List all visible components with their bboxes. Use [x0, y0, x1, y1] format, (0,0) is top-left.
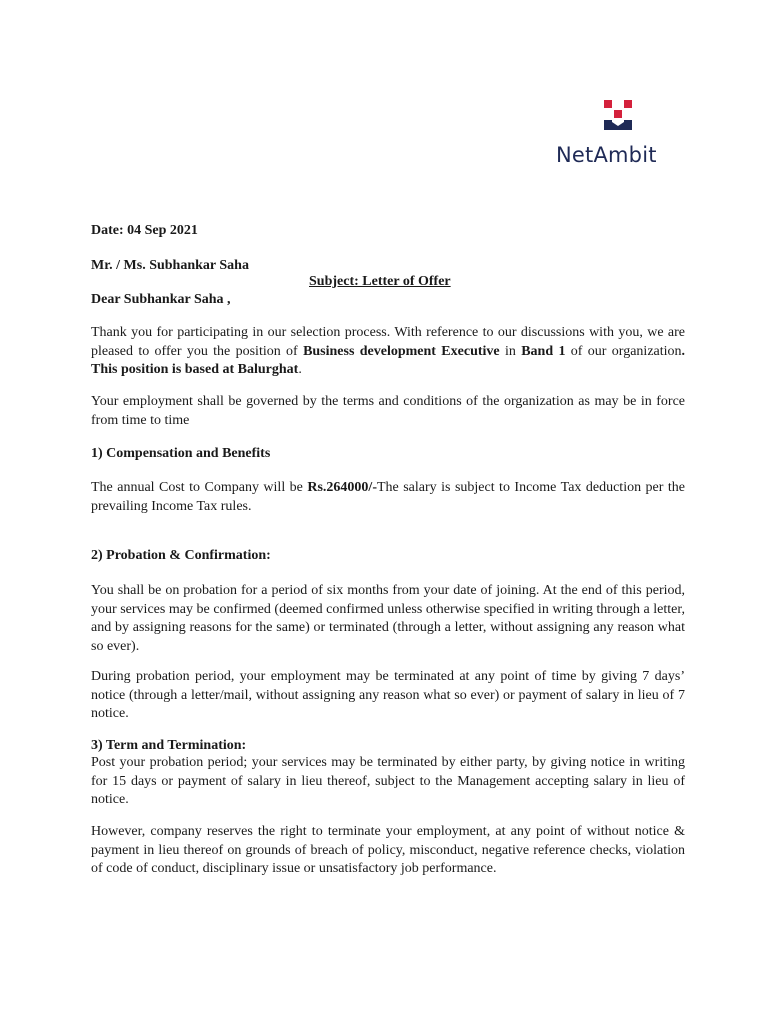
compensation-paragraph: The annual Cost to Company will be Rs.264000/-The salary is subject to Income Tax deduction per the prevailing Income Tax rules.: [91, 480, 685, 514]
salutation: Dear Subhankar Saha ,: [91, 292, 231, 307]
company-name: NetAmbit: [556, 143, 657, 167]
section-heading-termination: 3) Term and Termination:: [91, 738, 247, 753]
intro-paragraph: Thank you for participating in our selection process. With reference to our discussions with you, we are pleased to offer you the position of Business development Executive in Band 1 of our organization. This position is based at Balurghat.: [91, 325, 686, 377]
netambit-cross-logo-icon: [604, 100, 632, 130]
ctc-amount: Rs.264000/-: [307, 480, 377, 495]
employment-terms-paragraph: Your employment shall be governed by the terms and conditions of the organization as may be in force from time to time: [91, 394, 685, 428]
addressee: Mr. / Ms. Subhankar Saha: [91, 258, 249, 273]
location-note: . This position is based at Balurghat: [91, 343, 686, 377]
section-heading-probation: 2) Probation & Confirmation:: [91, 548, 271, 563]
probation-paragraph-2: During probation period, your employment may be terminated at any point of time by giving 7 days’ notice (through a letter/mail, without assigning any reason what so ever) or payment of salary in lieu of 7 notice.: [91, 669, 685, 721]
letter-subject: Subject: Letter of Offer: [309, 274, 451, 289]
termination-paragraph-2: However, company reserves the right to terminate your employment, at any point of without notice & payment in lieu thereof on grounds of breach of policy, misconduct, negative reference checks, violation of code of conduct, disciplinary issue or unsatisfactory job performance.: [91, 824, 685, 876]
position-title: Business development Executive: [303, 343, 500, 359]
band-label: Band 1: [521, 343, 566, 359]
letter-date: Date: 04 Sep 2021: [91, 223, 198, 238]
termination-paragraph-1: Post your probation period; your services may be terminated by either party, by giving notice in writing for 15 days or payment of salary in lieu thereof, subject to the Management accepting salary in lieu of notice.: [91, 755, 685, 807]
probation-paragraph-1: You shall be on probation for a period of six months from your date of joining. At the end of this period, your services may be confirmed (deemed confirmed unless otherwise specified in writing through a letter, and by assigning reasons for the same) or terminated (through a letter, without assigning any reason what so ever).: [91, 583, 685, 654]
company-logo: [556, 100, 686, 170]
section-heading-compensation: 1) Compensation and Benefits: [91, 446, 271, 461]
